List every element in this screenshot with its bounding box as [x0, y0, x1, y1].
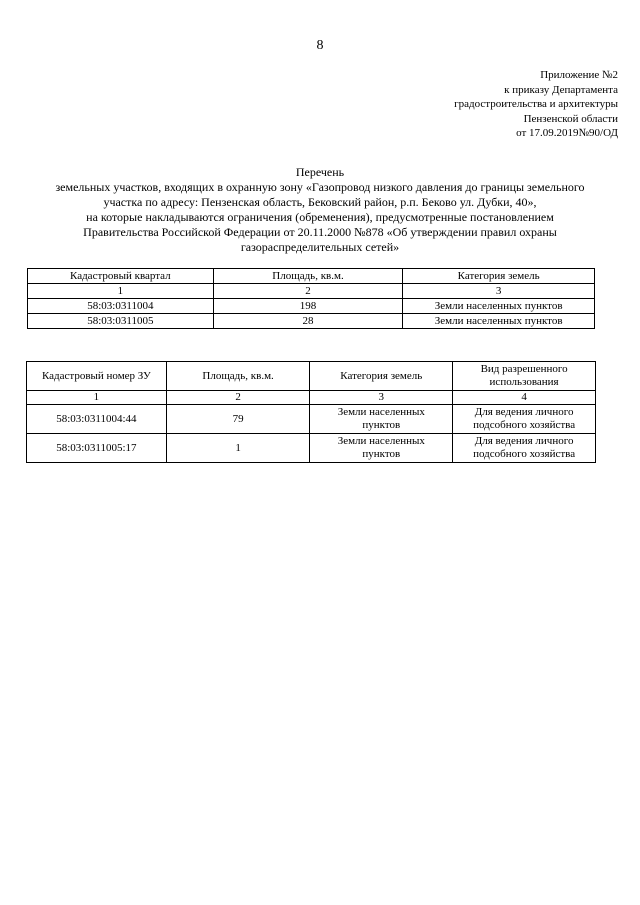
page-number: 8: [316, 38, 324, 53]
index-cell: 3: [403, 284, 595, 299]
title-line: Перечень: [295, 165, 345, 179]
index-cell: 1: [27, 391, 167, 405]
index-cell: 2: [213, 284, 403, 299]
appendix-line: от 17.09.2019№90/ОД: [516, 127, 618, 139]
index-cell: 4: [453, 391, 596, 405]
appendix-line: к приказу Департамента: [504, 83, 618, 96]
table-header-row: [28, 269, 595, 284]
index-cell: 2: [166, 391, 310, 405]
table-row: [28, 314, 595, 329]
column-header: Категория земель: [403, 269, 595, 284]
table-row: [27, 434, 596, 463]
table-row: [28, 299, 595, 314]
index-cell: 1: [28, 284, 214, 299]
cadastral-quarters-table: [27, 268, 595, 329]
table-cell: Земли населенных пунктов: [403, 314, 595, 329]
table-cell: 198: [213, 299, 403, 314]
table-cell: 79: [166, 405, 310, 434]
table-cell: 58:03:0311005: [28, 314, 214, 329]
appendix-line: градостроительства и архитектуры: [454, 98, 618, 110]
appendix-line: Пензенской области: [523, 112, 618, 125]
title-line: земельных участков, входящих в охранную зону «Газопровод низкого давления до границы земельного: [55, 180, 585, 194]
table-cell: Для ведения личного подсобного хозяйства: [453, 434, 596, 463]
column-header: Кадастровый квартал: [28, 269, 214, 284]
column-header: Вид разрешенного использования: [453, 362, 596, 391]
title-line: участка по адресу: Пензенская область, Бековский район, р.п. Беково ул. Дубки, 40»,: [103, 195, 537, 209]
table-cell: Земли населенных пунктов: [310, 405, 453, 434]
table-cell: Для ведения личного подсобного хозяйства: [453, 405, 596, 434]
table-cell: 58:03:0311004:44: [27, 405, 167, 434]
column-header: Кадастровый номер ЗУ: [27, 362, 167, 391]
column-header: Площадь, кв.м.: [213, 269, 403, 284]
table-index-row: [27, 391, 596, 405]
column-header: Категория земель: [310, 362, 453, 391]
table-row: [27, 405, 596, 434]
title-line: на которые накладываются ограничения (обременения), предусмотренные постановлением: [86, 210, 554, 224]
title-line: Правительства Российской Федерации от 20.11.2000 №878 «Об утверждении правил охраны: [83, 225, 557, 239]
appendix-line: Приложение №2: [540, 69, 618, 81]
column-header: Площадь, кв.м.: [166, 362, 310, 391]
land-plots-table: [26, 361, 596, 463]
table-cell: 28: [213, 314, 403, 329]
title-line: газораспределительных сетей»: [240, 240, 400, 254]
table-index-row: [28, 284, 595, 299]
appendix-reference: [454, 68, 618, 141]
table-cell: Земли населенных пунктов: [403, 299, 595, 314]
index-cell: 3: [310, 391, 453, 405]
table-cell: 58:03:0311005:17: [27, 434, 167, 463]
table-cell: 1: [166, 434, 310, 463]
document-title: [22, 165, 618, 255]
table-header-row: [27, 362, 596, 391]
table-cell: 58:03:0311004: [28, 299, 214, 314]
table-cell: Земли населенных пунктов: [310, 434, 453, 463]
